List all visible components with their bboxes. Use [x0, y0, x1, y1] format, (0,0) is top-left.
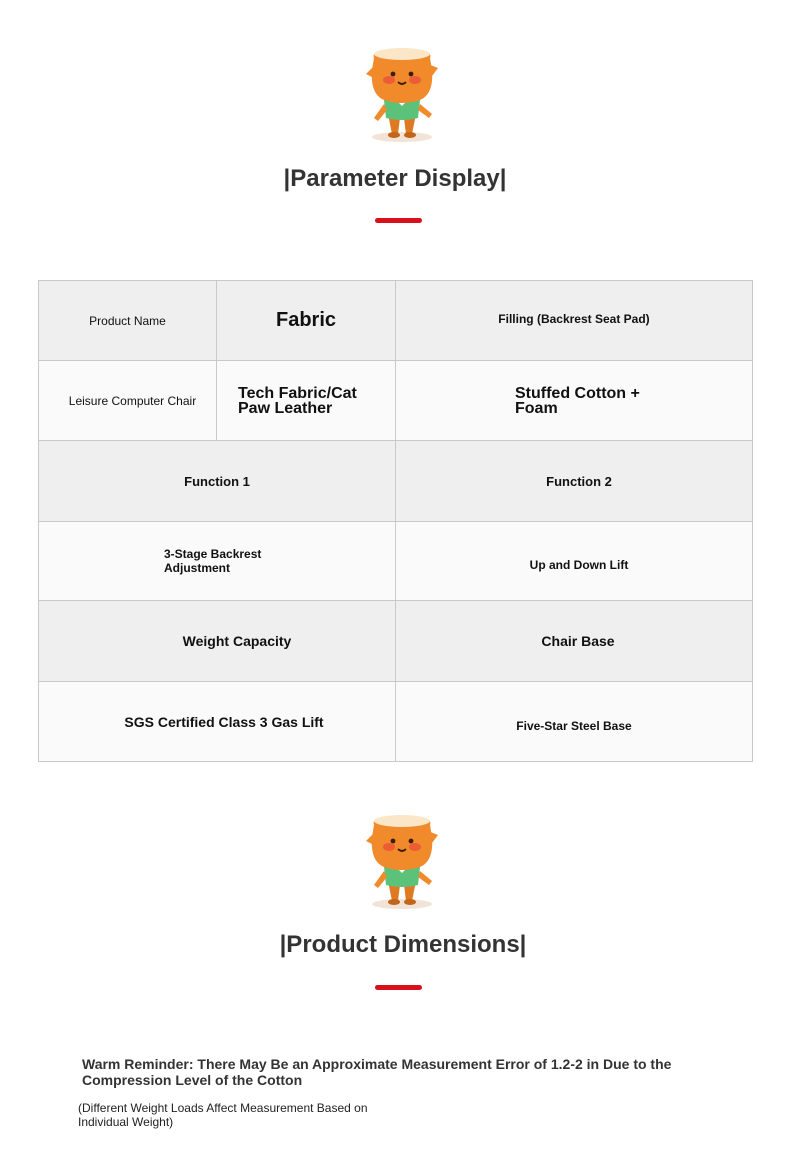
- table-row: [39, 441, 753, 522]
- table-cell: [39, 281, 217, 361]
- table-cell: [396, 601, 753, 682]
- chair-base-label: Chair Base: [541, 633, 615, 649]
- section-title-dimensions: |Product Dimensions|: [279, 931, 527, 958]
- parameter-table: [38, 280, 753, 762]
- table-cell: [396, 441, 753, 522]
- weight-capacity-label: Weight Capacity: [182, 633, 292, 649]
- table-cell: [396, 682, 753, 762]
- title-underline: [375, 218, 422, 223]
- table-cell: [217, 361, 396, 441]
- product-name-value: Leisure Computer Chair: [68, 393, 197, 408]
- table-row: [39, 601, 753, 682]
- chair-mascot-icon: [362, 811, 442, 911]
- function1-value: 3-Stage Backrest Adjustment: [164, 547, 262, 575]
- function1-label: Function 1: [184, 473, 250, 489]
- product-name-label: Product Name: [89, 313, 166, 328]
- table-cell: [217, 281, 396, 361]
- function2-label: Function 2: [546, 473, 612, 489]
- chair-base-value: Five-Star Steel Base: [516, 718, 632, 733]
- weight-note-text: (Different Weight Loads Affect Measurement Based on Individual Weight): [78, 1101, 368, 1129]
- section-title-parameters: |Parameter Display|: [283, 165, 507, 192]
- table-cell: [39, 522, 396, 601]
- function2-value: Up and Down Lift: [529, 558, 629, 572]
- fabric-value: Tech Fabric/Cat Paw Leather: [238, 384, 357, 417]
- warm-reminder-text: Warm Reminder: There May Be an Approximate Measurement Error of 1.2-2 in Due to the Compression Level of the Cotton: [82, 1056, 672, 1088]
- table-cell: [39, 601, 396, 682]
- table-cell: [396, 522, 753, 601]
- filling-value: Stuffed Cotton + Foam: [515, 384, 640, 417]
- table-cell: [396, 361, 753, 441]
- table-cell: [39, 682, 396, 762]
- chair-mascot-icon: [362, 44, 442, 144]
- table-row: [39, 281, 753, 361]
- weight-capacity-value: SGS Certified Class 3 Gas Lift: [124, 713, 324, 730]
- table-cell: [396, 281, 753, 361]
- table-row: [39, 682, 753, 762]
- filling-label: Filling (Backrest Seat Pad): [498, 311, 650, 326]
- title-underline: [375, 985, 422, 990]
- table-row: [39, 361, 753, 441]
- table-cell: [39, 441, 396, 522]
- table-row: [39, 522, 753, 601]
- table-cell: [39, 361, 217, 441]
- fabric-label: Fabric: [275, 309, 337, 331]
